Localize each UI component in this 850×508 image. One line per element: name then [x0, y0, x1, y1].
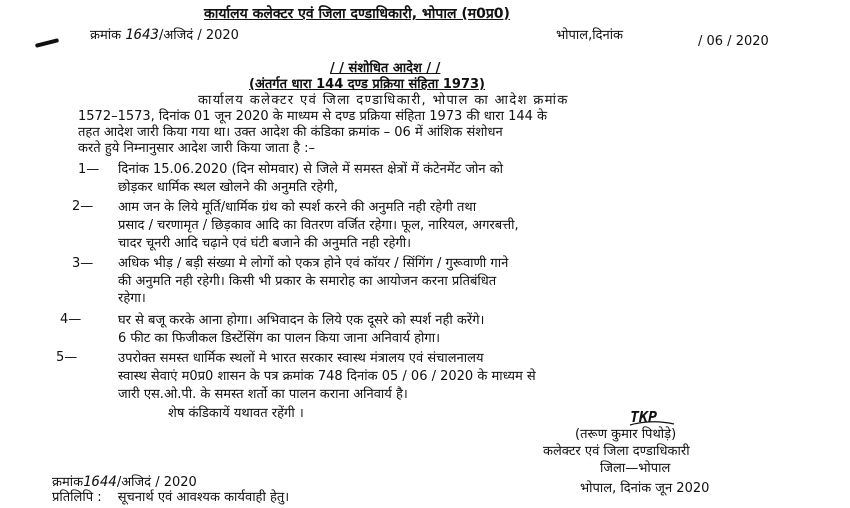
item-number: 5— — [56, 350, 78, 365]
item-line: जारी एस.ओ.पी. के समस्त शर्तो का पालन कराना अनिवार्य है। — [118, 387, 408, 402]
order-title: / / संशोधित आदेश / / — [330, 61, 441, 76]
item-line: घर से बजू करके आना होगा। अभिवादन के लिये एक दूसरे को स्पर्श नही करेंगे। — [118, 313, 485, 328]
reference-number — [90, 27, 239, 44]
footer-ref-handwritten-number: 1644 — [83, 474, 117, 490]
item-line: आम जन के लिये मूर्ति/धार्मिक ग्रंथ को स्पर्श करने की अनुमति नही रहेगी तथा — [118, 200, 477, 215]
item-line: 6 फीट का फिजीकल डिस्टेंसिंग का पालन किया जाना अनिवार्य होगा। — [118, 331, 441, 346]
pen-stroke-mark — [35, 38, 59, 48]
item-line: छोड़कर धार्मिक स्थल खोलने की अनुमति रहेगी, — [118, 180, 339, 195]
item-line: अधिक भीड़ / बड़ी संख्या मे लोगों को एकत्र होने एवं कॉयर / सिंगिंग / गुरूवाणी गाने — [118, 256, 509, 271]
intro-line: तहत आदेश जारी किया गया था। उक्त आदेश की कंडिका क्रमांक – 06 में आंशिक संशोधन — [78, 125, 503, 140]
item-number: 4— — [60, 312, 82, 327]
signatory-designation: कलेक्टर एवं जिला दण्डाधिकारी — [543, 444, 690, 459]
ref-handwritten-number: 1643 — [125, 27, 159, 43]
item-line: रहेगा। — [118, 291, 146, 306]
office-heading: कार्यालय कलेक्टर एवं जिला दण्डाधिकारी, भोपाल (म0प्र0) — [204, 6, 510, 22]
item-line: दिनांक 15.06.2020 (दिन सोमवार) से जिले में समस्त क्षेत्रों में कंटेनमेंट जोन को — [118, 162, 504, 177]
intro-line: 1572–1573, दिनांक 01 जून 2020 के माध्यम से दण्ड प्रक्रिया संहिता 1973 की धारा 144 के — [78, 109, 548, 124]
ref-suffix: /अजिदं / 2020 — [158, 28, 239, 43]
item-number: 2— — [72, 199, 94, 214]
footer-place-date: भोपाल, दिनांक जून 2020 — [580, 481, 710, 496]
signature-initials — [628, 407, 676, 427]
order-subtitle: (अंतर्गत धारा 144 दण्ड प्रक्रिया संहिता 1973) — [249, 77, 485, 92]
closing-line: शेष कंडिकायें यथावत रहेंगी । — [168, 406, 304, 421]
item-number: 3— — [72, 256, 94, 271]
signatory-district: जिला—भोपाल — [600, 461, 671, 476]
date-value: / 06 / 2020 — [698, 34, 769, 49]
ref-prefix: क्रमांक — [90, 28, 122, 43]
signatory-name: (तरूण कुमार पिथोड़े) — [575, 427, 677, 442]
footer-ref-prefix: क्रमांक — [52, 475, 84, 490]
copy-line — [52, 490, 289, 506]
item-line: उपरोक्त समस्त धार्मिक स्थलों मे भारत सरकार स्वास्थ मंत्रालय एवं संचालनालय — [118, 351, 484, 366]
intro-line: करते हुये निम्नानुसार आदेश जारी किया जाता है :– — [78, 141, 316, 156]
item-line: स्वास्थ सेवाएं म0प्र0 शासन के पत्र क्रमांक 748 दिनांक 05 / 06 / 2020 के माध्यम से — [118, 369, 536, 384]
place-date-label: भोपाल,दिनांक — [556, 28, 624, 43]
footer-reference-number — [52, 474, 197, 491]
item-line: चादर चूनरी आदि चढ़ाने एवं घंटी बजाने की अनुमति नही रहेगी। — [118, 236, 412, 251]
signature-initials-text: TKP — [630, 408, 658, 426]
footer-ref-suffix: /अजिदं / 2020 — [116, 475, 197, 490]
copy-text: सूचनार्थ एवं आवश्यक कार्यवाही हेतु। — [117, 490, 290, 505]
item-line: प्रसाद / चरणामृत / छिड़काव आदि का वितरण वर्जित रहेगा। फूल, नारियल, अगरबत्ती, — [118, 218, 519, 233]
intro-line: कार्यालय कलेक्टर एवं जिला दण्डाधिकारी, भोपाल का आदेश क्रमांक — [198, 93, 569, 108]
item-line: की अनुमति नही रहेगी। किसी भी प्रकार के समारोह का आयोजन करना प्रतिबंधित — [118, 274, 497, 289]
item-number: 1— — [78, 162, 100, 177]
copy-label: प्रतिलिपि : — [52, 490, 102, 505]
